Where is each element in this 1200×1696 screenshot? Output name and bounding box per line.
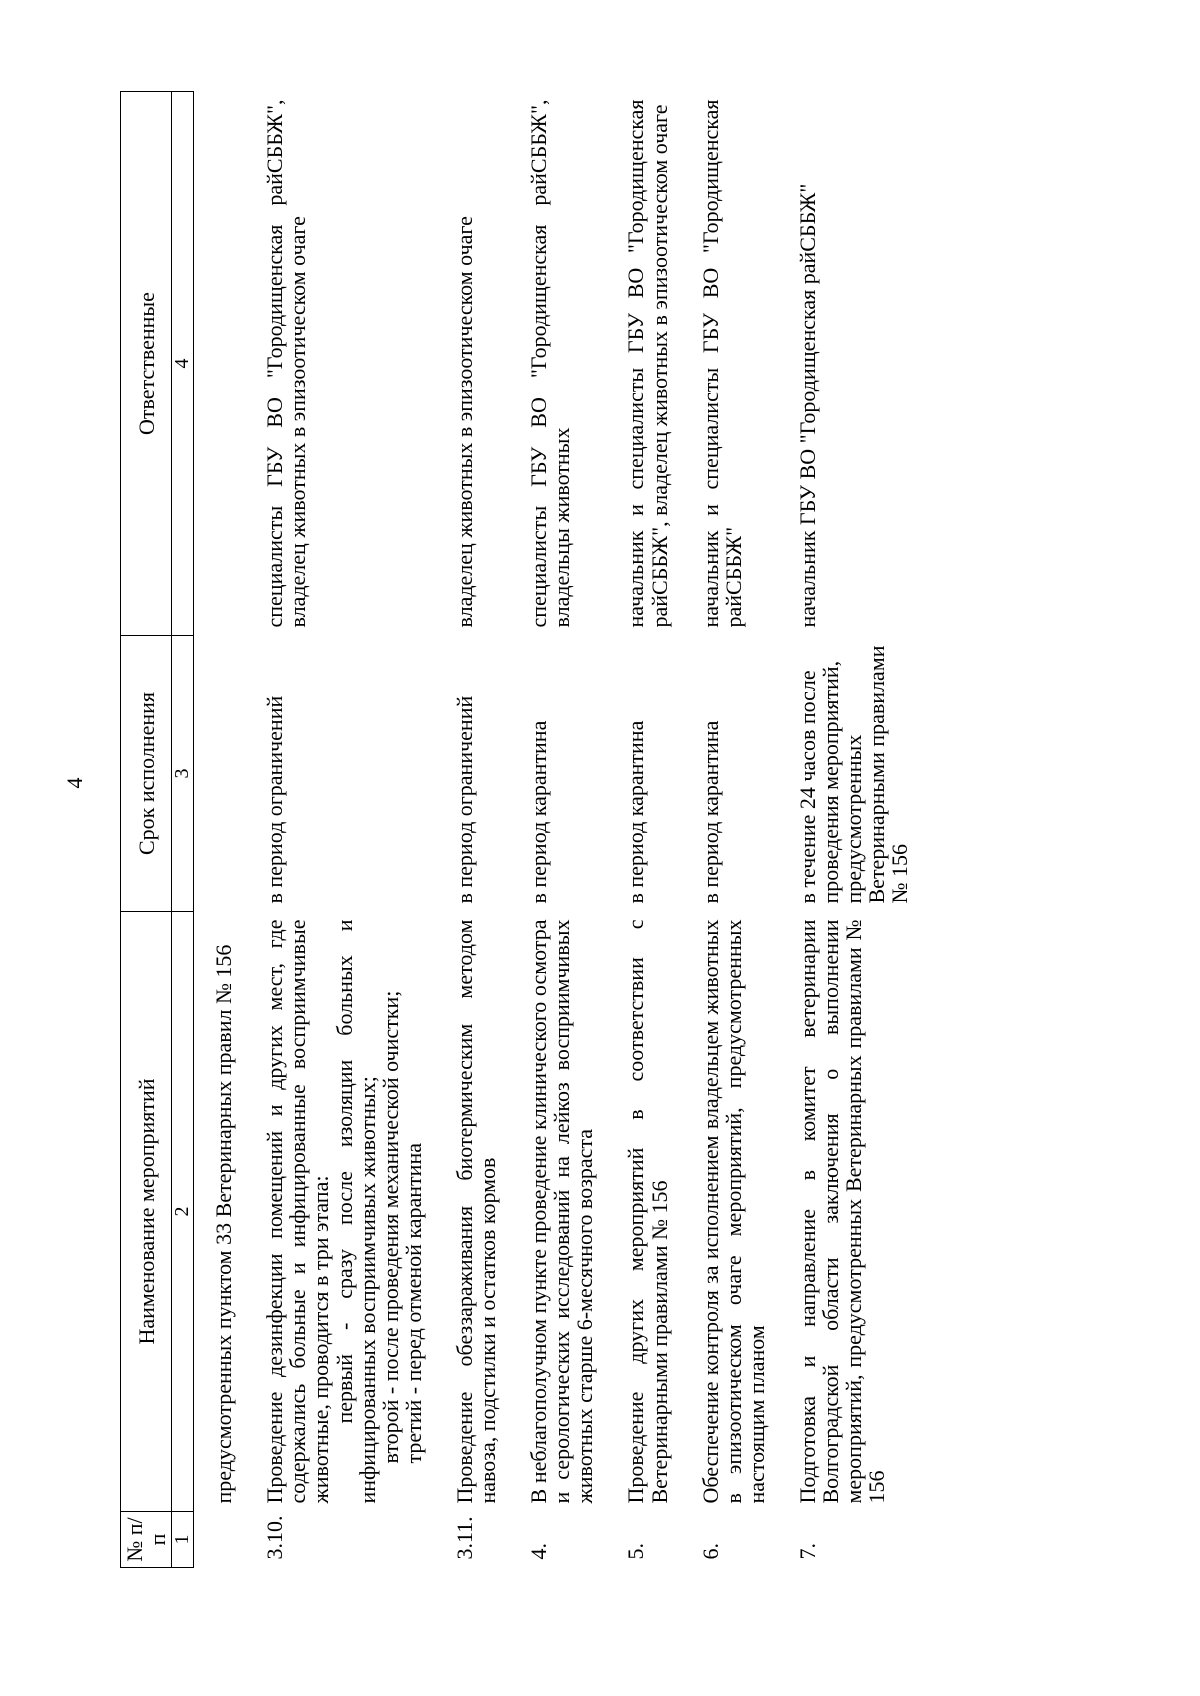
- row-measure: В неблагополучном пункте проведение клинического осмотра и серологических исследований на лейкоз восприимчивых животных старше 6-месячного возраста: [526, 919, 598, 1504]
- row-measure: Обеспечение контроля за исполнением владельцем животных в эпизоотическом очаге мероприятий, предусмотренных настоящим планом: [697, 919, 769, 1504]
- row-responsible: специалисты ГБУ ВО "Городищенская райСББЖ", владелец животных в эпизоотическом очаге: [262, 99, 311, 628]
- row-number: [194, 1512, 236, 1568]
- table-row: [194, 92, 236, 1568]
- row-term: в период карантина: [697, 720, 723, 904]
- row-responsible: владелец животных в эпизоотическом очаге: [451, 216, 477, 628]
- row-responsible: начальник и специалисты ГБУ ВО "Городищенская райСББЖ", владелец животных в эпизоотическом очаге: [623, 99, 672, 628]
- column-number-1: 1: [172, 1512, 194, 1568]
- row-number: 3.10.: [262, 1515, 288, 1560]
- page-number: 4: [62, 777, 87, 789]
- row-measure: Подготовка и направление в комитет ветеринарии Волгоградской области заключения о выполнении мероприятий, предусмотренных Ветеринарных правилами № 156: [794, 919, 890, 1504]
- header-measures: Наименование мероприятий: [121, 912, 172, 1512]
- row-measure: [235, 912, 425, 1512]
- row-measure: Проведение обеззараживания биотермическим методом навоза, подстилки и остатков кормов: [451, 919, 501, 1504]
- row-responsible: начальник и специалисты ГБУ ВО "Городищенская райСББЖ": [697, 99, 746, 628]
- row-responsible: начальник ГБУ ВО "Городищенская райСББЖ": [794, 183, 820, 628]
- measure-paragraph: Проведение дезинфекции помещений и других мест, где содержались больные и инфицированные восприимчивые животные, проводится в три этапа:: [262, 919, 334, 1504]
- row-number: 5.: [623, 1543, 649, 1560]
- table-row: [596, 92, 670, 1568]
- row-responsible: [194, 92, 236, 636]
- column-number-3: 3: [172, 636, 194, 912]
- measure-stage-1: первый - сразу после изоляции больных и инфицированных восприимчивых животных;: [331, 919, 380, 1504]
- table-row: [768, 92, 911, 1568]
- row-number: 4.: [526, 1543, 552, 1560]
- row-term: в период ограничений: [262, 695, 288, 904]
- row-number: 3.11.: [451, 1516, 477, 1560]
- row-number: 7.: [794, 1543, 820, 1560]
- row-term: [194, 636, 236, 912]
- column-number-row: [172, 92, 194, 1568]
- header-term: Срок исполнения: [121, 636, 172, 912]
- row-term: в период ограничений: [451, 695, 477, 904]
- row-responsible: специалисты ГБУ ВО "Городищенская райСББЖ", владельцы животных: [526, 99, 575, 628]
- column-number-4: 4: [172, 92, 194, 636]
- table-row: [235, 92, 425, 1568]
- header-responsible: Ответственные: [121, 92, 172, 636]
- measure-stage-2: второй - после проведения механической очистки;: [377, 990, 403, 1464]
- row-term: в период карантина: [526, 720, 552, 904]
- table-header-row: [121, 92, 172, 1568]
- table-row: [425, 92, 499, 1568]
- header-number: № п/п: [121, 1512, 172, 1568]
- row-measure: предусмотренных пунктом 33 Ветеринарных правил № 156: [211, 944, 237, 1504]
- row-term: в период карантина: [623, 720, 649, 904]
- column-number-2: 2: [172, 912, 194, 1512]
- row-measure: Проведение других мероприятий в соответствии с Ветеринарными правилами № 156: [623, 919, 672, 1504]
- row-number: 6.: [697, 1543, 723, 1560]
- measure-stage-3: третий - перед отменой карантина: [400, 1143, 426, 1464]
- measures-table: [120, 91, 911, 1568]
- table-row: [499, 92, 596, 1568]
- row-term: в течение 24 часов после проведения мероприятий, предусмотренных Ветеринарными правилами № 156: [794, 645, 913, 904]
- table-row: [671, 92, 768, 1568]
